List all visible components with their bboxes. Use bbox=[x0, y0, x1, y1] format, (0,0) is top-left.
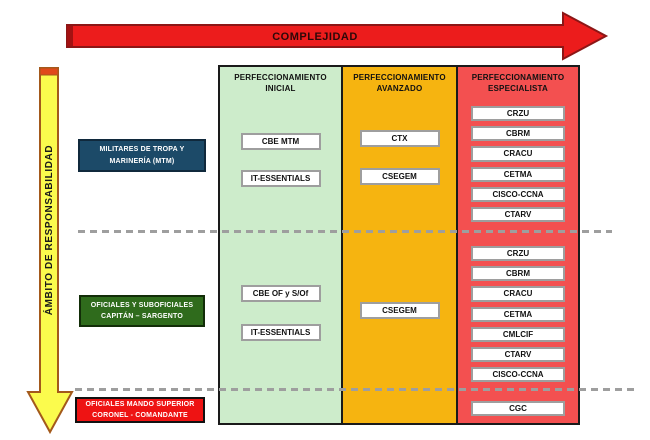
course-group-especialista-mtm bbox=[458, 106, 578, 222]
course-box: CTARV bbox=[471, 347, 565, 362]
row-divider-2 bbox=[75, 388, 638, 391]
course-box: CRZU bbox=[471, 106, 565, 121]
course-box: CSEGEM bbox=[360, 302, 440, 319]
course-box: CETMA bbox=[471, 167, 565, 182]
row-label-mtm-line2: MARINERÍA (MTM) bbox=[109, 157, 175, 165]
course-group-inicial-mtm bbox=[220, 133, 341, 187]
row-label-oficiales-line2: CAPITÁN – SARGENTO bbox=[100, 313, 184, 320]
course-box: CBRM bbox=[471, 126, 565, 141]
course-box: CGC bbox=[471, 401, 565, 416]
column-header-especialista: PERFECCIONAMIENTO ESPECIALISTA bbox=[471, 73, 565, 94]
row-label-mando-superior bbox=[75, 397, 205, 423]
course-group-avanzado-mtm bbox=[343, 130, 456, 185]
column-perfeccionamiento-avanzado bbox=[341, 65, 458, 425]
course-box: CISCO-CCNA bbox=[471, 187, 565, 202]
course-group-avanzado-oficiales bbox=[343, 302, 456, 319]
course-box: CTX bbox=[360, 130, 440, 147]
row-divider-1 bbox=[78, 230, 612, 233]
complexity-arrow-label: COMPLEJIDAD bbox=[272, 30, 358, 43]
course-box: CTARV bbox=[471, 207, 565, 222]
course-box: CETMA bbox=[471, 307, 565, 322]
course-box: IT-ESSENTIALS bbox=[241, 324, 321, 341]
course-box: CRACU bbox=[471, 286, 565, 301]
course-group-especialista-oficiales bbox=[458, 246, 578, 382]
course-box: CMLCIF bbox=[471, 327, 565, 342]
course-box: CSEGEM bbox=[360, 168, 440, 185]
row-label-mtm bbox=[78, 139, 206, 172]
course-box: CBE MTM bbox=[241, 133, 321, 150]
course-group-especialista-mando bbox=[458, 401, 578, 416]
row-label-oficiales bbox=[79, 295, 205, 327]
course-box: IT-ESSENTIALS bbox=[241, 170, 321, 187]
course-box: CRACU bbox=[471, 146, 565, 161]
column-perfeccionamiento-inicial bbox=[218, 65, 343, 425]
course-box: CBE OF y S/Of bbox=[241, 285, 321, 302]
row-label-mando-line2: CORONEL - COMANDANTE bbox=[92, 412, 188, 419]
course-box: CISCO-CCNA bbox=[471, 367, 565, 382]
column-perfeccionamiento-especialista bbox=[456, 65, 580, 425]
column-header-inicial: PERFECCIONAMIENTO INICIAL bbox=[234, 73, 327, 94]
responsibility-arrow-label: ÁMBITO DE RESPONSABILIDAD bbox=[43, 144, 55, 316]
row-label-mando-line1: OFICIALES MANDO SUPERIOR bbox=[85, 400, 195, 408]
row-label-oficiales-line1: OFICIALES Y SUBOFICIALES bbox=[90, 301, 194, 309]
course-box: CBRM bbox=[471, 266, 565, 281]
row-label-mtm-line1: MILITARES DE TROPA Y bbox=[99, 146, 185, 154]
column-header-avanzado: PERFECCIONAMIENTO AVANZADO bbox=[353, 73, 446, 94]
course-box: CRZU bbox=[471, 246, 565, 261]
course-group-inicial-oficiales bbox=[220, 285, 341, 341]
